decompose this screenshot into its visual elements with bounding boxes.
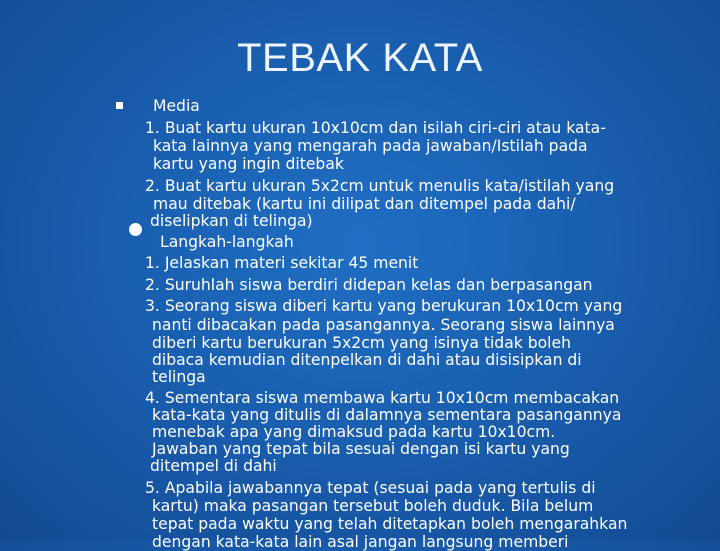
steps-line: 2. Suruhlah siswa berdiri didepan kelas dan berpasangan <box>145 276 593 294</box>
steps-line: tepat pada waktu yang telah ditetapkan boleh mengarahkan <box>152 515 628 533</box>
steps-line: ditempel di dahi <box>150 457 277 475</box>
media-line: 1. Buat kartu ukuran 10x10cm dan isilah ciri-ciri atau kata- <box>145 119 606 137</box>
steps-line: 5. Apabila jawabannya tepat (sesuai pada yang tertulis di <box>145 479 596 497</box>
round-bullet-icon <box>129 223 142 236</box>
steps-line: dengan kata-kata lain asal jangan langsung memberi <box>152 533 569 551</box>
steps-line: nanti dibacakan pada pasangannya. Seorang siswa lainnya <box>152 316 615 334</box>
steps-heading: Langkah-langkah <box>160 233 294 251</box>
steps-line: dibaca kemudian ditenpelkan di dahi atau disisipkan di <box>152 351 582 369</box>
media-line: diselipkan di telinga) <box>150 212 313 230</box>
steps-line: 1. Jelaskan materi sekitar 45 menit <box>145 254 419 272</box>
media-line: kata lainnya yang mengarah pada jawaban/Istilah pada <box>153 137 588 155</box>
steps-line: kata-kata yang ditulis di dalamnya sementara pasangannya <box>152 406 622 424</box>
media-line: 2. Buat kartu ukuran 5x2cm untuk menulis kata/istilah yang <box>145 177 615 195</box>
steps-line: telinga <box>152 368 206 386</box>
steps-line: kartu) maka pasangan tersebut boleh duduk. Bila belum <box>152 497 594 515</box>
square-bullet-icon <box>116 102 123 109</box>
media-line: kartu yang ingin ditebak <box>153 155 344 173</box>
media-heading: Media <box>153 97 200 115</box>
slide-title: TEBAK KATA <box>237 36 483 80</box>
steps-line: menebak apa yang dimaksud pada kartu 10x10cm. <box>152 423 556 441</box>
steps-line: 3. Seorang siswa diberi kartu yang berukuran 10x10cm yang <box>145 297 623 315</box>
steps-line: diberi kartu berukuran 5x2cm yang isinya tidak boleh <box>152 334 571 352</box>
media-line: mau ditebak (kartu ini dilipat dan ditempel pada dahi/ <box>153 195 576 213</box>
steps-line: Jawaban yang tepat bila sesuai dengan isi kartu yang <box>152 440 570 458</box>
steps-line: 4. Sementara siswa membawa kartu 10x10cm membacakan <box>145 389 620 407</box>
